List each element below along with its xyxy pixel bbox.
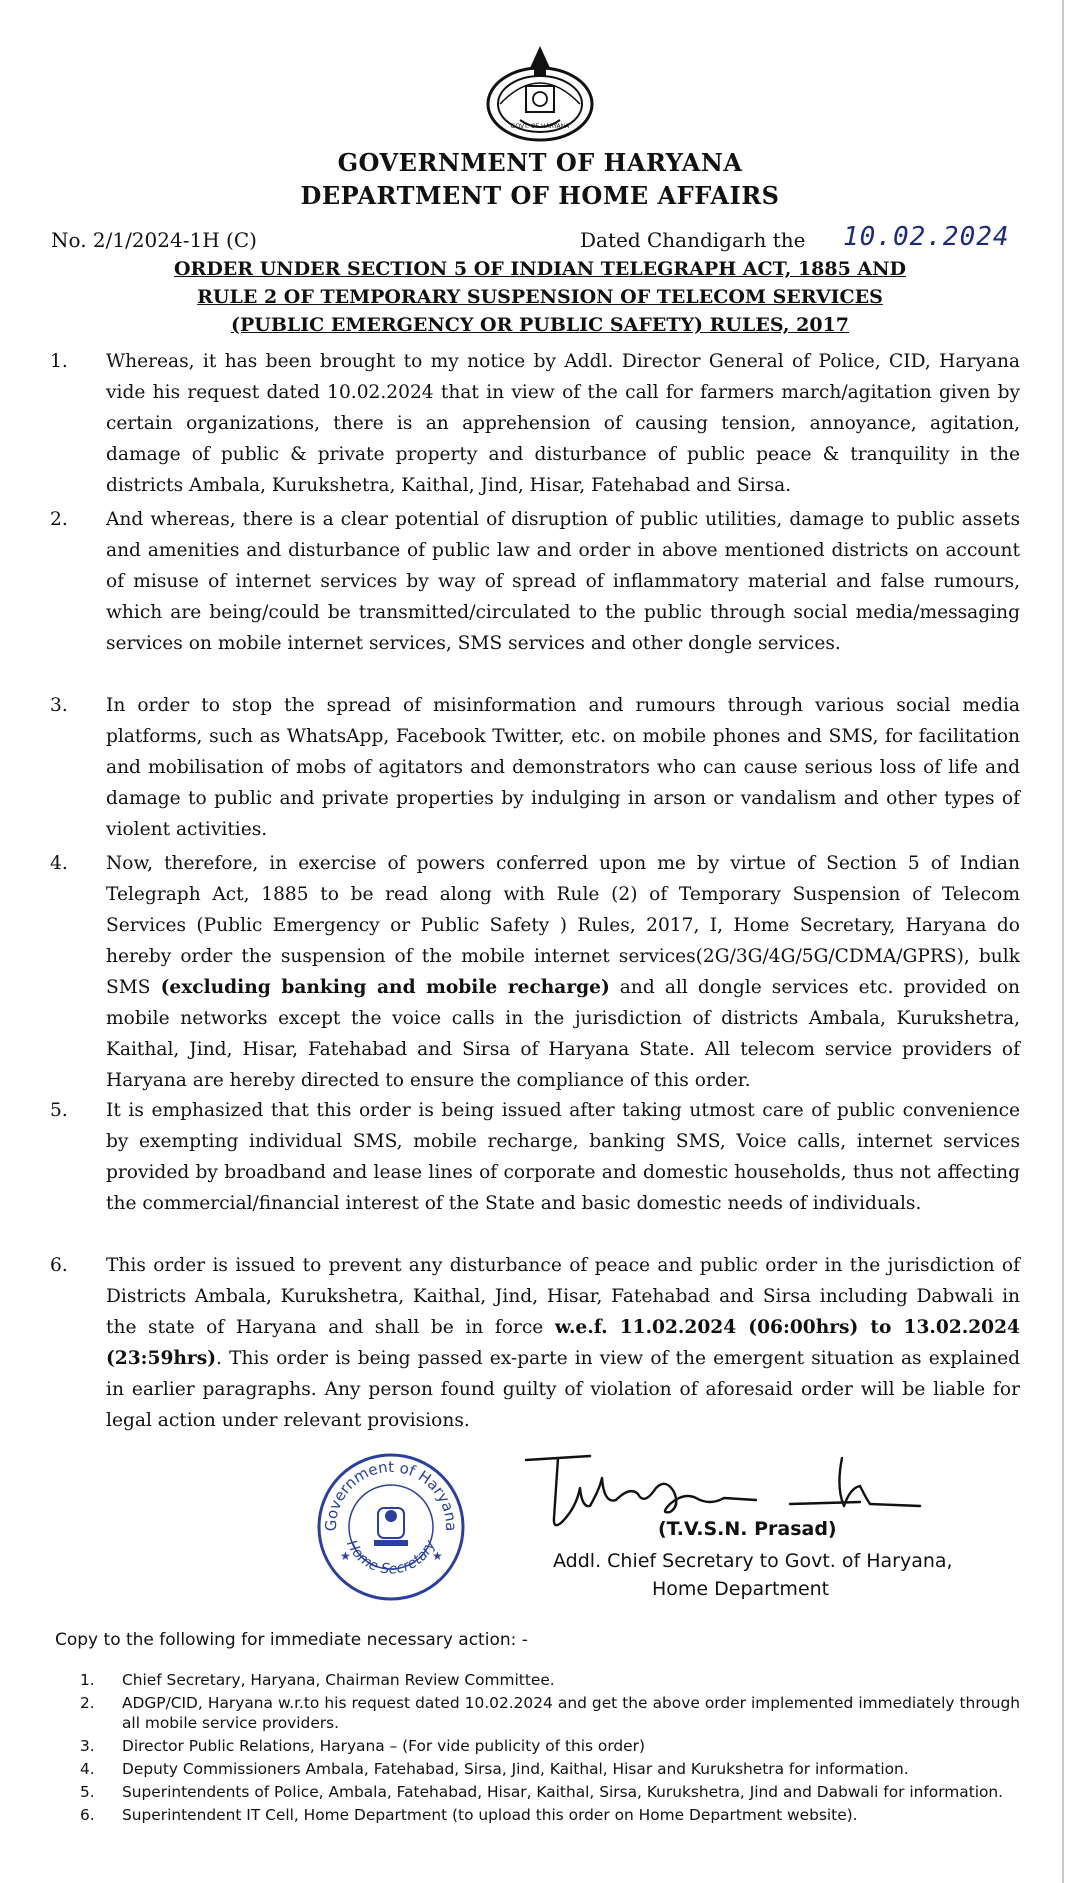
paragraph-text: In order to stop the spread of misinformation and rumours through various social media platforms, such as WhatsApp, Facebook Twitter, etc. on mobile phones and SMS, for facilitation and mobilisation of mobs of agitators and demonstrators who can cause serious loss of life and damage to public and private properties by indulging in arson or vandalism and other types of violent activities.	[106, 695, 1020, 840]
signatory-department: Home Department	[652, 1578, 830, 1600]
copy-to-list	[80, 1670, 1020, 1828]
list-item-text: Superintendents of Police, Ambala, Fatehabad, Hisar, Kaithal, Sirsa, Kurukshetra, Jind and Dabwali for information.	[122, 1783, 1004, 1801]
copy-to-heading: Copy to the following for immediate necessary action: -	[55, 1630, 528, 1650]
paragraph-text-part: Now, therefore, in exercise of powers conferred upon me by virtue of Section 5 of Indian Telegraph Act, 1885 to be read along with Rule (2) of Temporary Suspension of Telecom Services (Public Emergency or Public Safety ) Rules, 2017, I, Home Secretary, Haryana do hereby order the suspension of the mobile internet services(2G/3G/4G/5G/CDMA/GPRS), bulk SMS	[106, 853, 1020, 998]
list-item-text: Chief Secretary, Haryana, Chairman Review Committee.	[122, 1671, 555, 1689]
list-item-text: Director Public Relations, Haryana – (For vide publicity of this order)	[122, 1737, 645, 1755]
department-heading: DEPARTMENT OF HOME AFFAIRS	[300, 181, 780, 210]
paragraph-1	[50, 346, 1020, 501]
list-item	[80, 1805, 1020, 1825]
paragraph-number: 3.	[50, 695, 68, 716]
signatory-designation: Addl. Chief Secretary to Govt. of Haryana,	[553, 1550, 953, 1572]
list-item	[80, 1693, 1020, 1733]
paragraph-text: And whereas, there is a clear potential of disruption of public utilities, damage to public assets and amenities and disturbance of public law and order in above mentioned districts on account of misuse of internet services by way of spread of inflammatory material and false rumours, which are being/could be transmitted/circulated to the public through social media/messaging services on mobile internet services, SMS services and other dongle services.	[106, 509, 1020, 654]
list-item-text: Superintendent IT Cell, Home Department (to upload this order on Home Department website).	[122, 1806, 858, 1824]
signatory-name: (T.V.S.N. Prasad)	[658, 1518, 837, 1540]
list-item-number: 4.	[80, 1760, 95, 1778]
paragraph-3	[50, 690, 1020, 845]
list-item-number: 1.	[80, 1671, 95, 1689]
order-title-line-2: RULE 2 OF TEMPORARY SUSPENSION OF TELECOM SERVICES	[197, 286, 883, 308]
list-item	[80, 1782, 1020, 1802]
paragraph-text	[106, 848, 1020, 1096]
svg-text:★: ★	[340, 1549, 351, 1563]
paragraph-text	[106, 1250, 1020, 1436]
list-item	[80, 1736, 1020, 1756]
haryana-emblem-icon	[480, 42, 600, 146]
paragraph-number: 5.	[50, 1100, 68, 1121]
page-edge	[1062, 0, 1064, 1883]
handwritten-date: 10.02.2024	[843, 222, 1010, 252]
paragraph-text-part: and all dongle services etc. provided on mobile networks except the voice calls in the jurisdiction of districts Ambala, Kurukshetra, Kaithal, Jind, Hisar, Fatehabad and Sirsa of Haryana State. All telecom service providers of Haryana are hereby directed to ensure the compliance of this order.	[106, 977, 1020, 1091]
list-item	[80, 1670, 1020, 1690]
svg-text:★: ★	[432, 1549, 443, 1563]
paragraph-text: It is emphasized that this order is being issued after taking utmost care of public convenience by exempting individual SMS, mobile recharge, banking SMS, Voice calls, internet services provided by broadband and lease lines of corporate and domestic households, thus not affecting the commercial/financial interest of the State and basic domestic needs of individuals.	[106, 1100, 1020, 1214]
paragraph-5	[50, 1095, 1020, 1219]
list-item	[80, 1759, 1020, 1779]
paragraph-bold-text: (excluding banking and mobile recharge)	[160, 977, 610, 998]
reference-number: No. 2/1/2024-1H (C)	[51, 228, 257, 252]
date-label: Dated Chandigarh the	[580, 228, 806, 252]
order-title-line-3: (PUBLIC EMERGENCY OR PUBLIC SAFETY) RULES, 2017	[230, 314, 849, 336]
svg-text:Government of Haryana: Government of Haryana	[321, 1458, 461, 1532]
svg-text:GOVT. OF HARYANA: GOVT. OF HARYANA	[510, 123, 570, 130]
official-seal-icon	[312, 1448, 470, 1606]
handwritten-signature	[520, 1448, 940, 1566]
list-item-number: 2.	[80, 1694, 95, 1712]
svg-text:Home Secretary: Home Secretary	[343, 1537, 439, 1578]
paragraph-number: 4.	[50, 853, 68, 874]
paragraph-number: 1.	[50, 351, 68, 372]
list-item-number: 3.	[80, 1737, 95, 1755]
list-item-text: Deputy Commissioners Ambala, Fatehabad, Sirsa, Jind, Kaithal, Hisar and Kurukshetra for information.	[122, 1760, 909, 1778]
paragraph-2	[50, 504, 1020, 659]
list-item-number: 6.	[80, 1806, 95, 1824]
paragraph-text-part: This order is issued to prevent any disturbance of peace and public order in the jurisdiction of Districts Ambala, Kurukshetra, Kaithal, Jind, Hisar, Fatehabad and Sirsa including Dabwali in the state of Haryana and shall be in force	[106, 1255, 1020, 1338]
paragraph-number: 6.	[50, 1255, 68, 1276]
paragraph-6	[50, 1250, 1020, 1436]
list-item-text: ADGP/CID, Haryana w.r.to his request dated 10.02.2024 and get the above order implemented immediately through all mobile service providers.	[122, 1694, 1020, 1732]
order-title-line-1: ORDER UNDER SECTION 5 OF INDIAN TELEGRAPH ACT, 1885 AND	[173, 258, 907, 280]
list-item-number: 5.	[80, 1783, 95, 1801]
paragraph-text: Whereas, it has been brought to my notice by Addl. Director General of Police, CID, Haryana vide his request dated 10.02.2024 that in view of the call for farmers march/agitation given by certain organizations, there is an apprehension of causing tension, annoyance, agitation, damage of public & private property and disturbance of public peace & tranquility in the districts Ambala, Kurukshetra, Kaithal, Jind, Hisar, Fatehabad and Sirsa.	[106, 351, 1020, 496]
paragraph-text-part: . This order is being passed ex-parte in view of the emergent situation as explained in earlier paragraphs. Any person found guilty of violation of aforesaid order will be liable for legal action under relevant provisions.	[106, 1348, 1020, 1431]
government-heading: GOVERNMENT OF HARYANA	[337, 148, 743, 177]
paragraph-number: 2.	[50, 509, 68, 530]
paragraph-bold-text: w.e.f. 11.02.2024 (06:00hrs) to 13.02.2024 (23:59hrs)	[106, 1317, 1020, 1369]
paragraph-4	[50, 848, 1020, 1096]
